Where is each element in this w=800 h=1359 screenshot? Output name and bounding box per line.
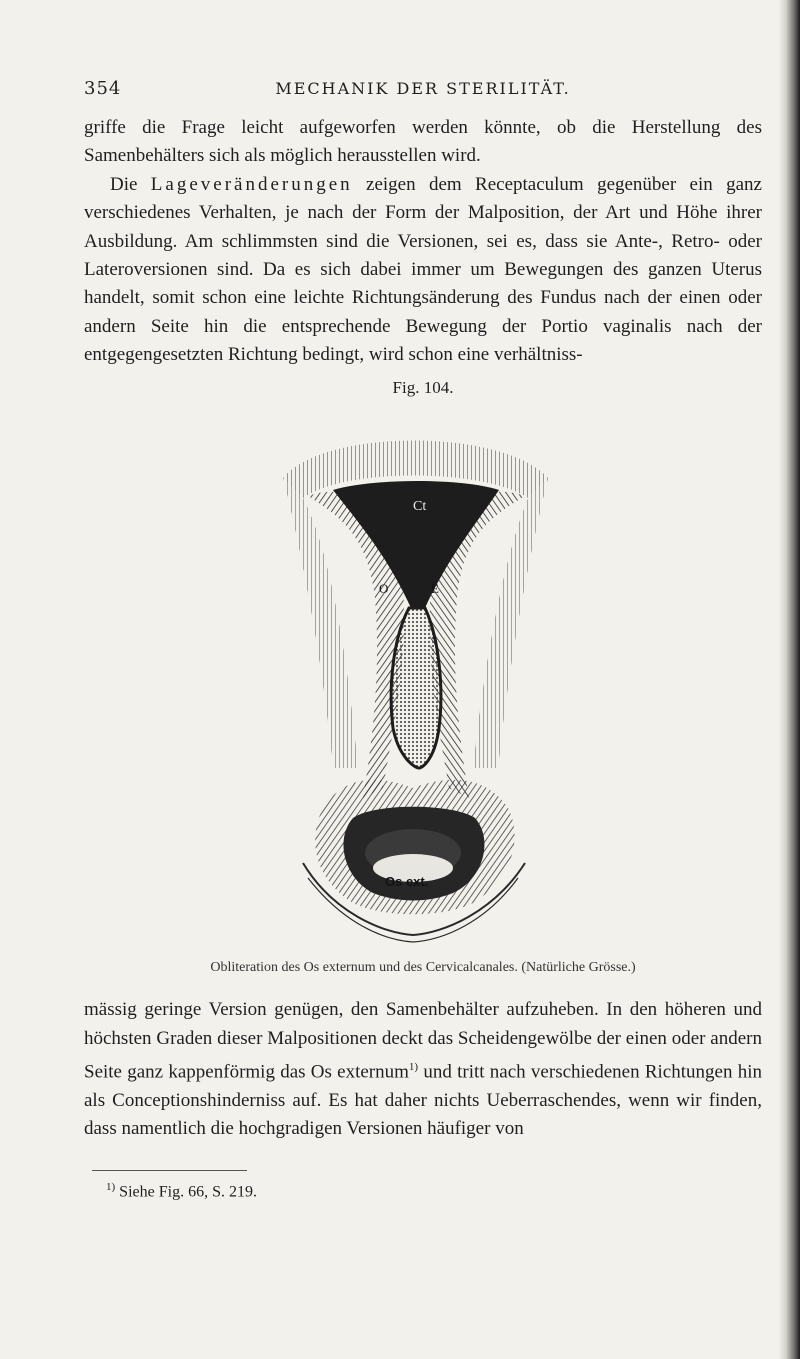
body-text	[84, 114, 762, 1144]
running-title: MECHANIK DER STERILITÄT.	[275, 79, 571, 98]
book-page	[84, 78, 762, 1201]
footnote-text: Siehe Fig. 66, S. 219.	[115, 1183, 257, 1201]
paragraph-version	[84, 996, 762, 1143]
figure-letter-right: E	[431, 581, 439, 597]
paragraph-continuation: griffe die Frage leicht aufgeworfen werden könnte, ob die Herstellung des Samenbehälters sich als möglich herausstellen wird.	[84, 117, 762, 167]
footnote	[106, 1181, 762, 1201]
page-number: 354	[84, 78, 122, 99]
figure-letter-left: O	[379, 581, 389, 597]
figure-letter-top: Ct	[413, 499, 427, 515]
footnote-reference[interactable]: 1)	[408, 1061, 419, 1074]
footnote-rule	[92, 1170, 247, 1171]
spaced-term: Lageveränderungen	[150, 173, 353, 195]
figure-label: Fig. 104.	[392, 377, 454, 397]
paragraph-prefix: Die	[110, 173, 151, 195]
running-head	[84, 78, 762, 108]
paragraph-body: zeigen dem Receptaculum gegenüber ein ganz verschiedenes Verhalten, je nach der Form der Malposition, der Art und Höhe ihrer Ausbildung. Am schlimmsten sind die Versionen, sei es, dass sie Ante-, Retro- oder Lateroversionen sind. Da es sich dabei immer um Bewegungen des ganzen Uterus handelt, somit schon eine leichte Richtungsänderung des Fundus nach der einen oder andern Seite hin die entsprechende Bewegung der Portio vaginalis nach der entgegengesetzten Richtung bedingt, wird schon eine verhältniss-	[84, 173, 762, 366]
paragraph-body-after-note: und tritt nach verschiedenen Richtungen hin als Conceptionshinderniss auf. Es hat daher nichts Ueberraschendes, wenn wir finden, dass namentlich die hochgradigen Versionen häufiger von	[84, 1061, 762, 1140]
footnote-marker: 1)	[106, 1180, 116, 1193]
figure-letter-bottom: Os ext.	[385, 874, 429, 890]
paragraph-body-before-note: mässig geringe Version genügen, den Samenbehälter aufzuheben. In den höheren und höchsten Graden dieser Malpositionen deckt das Scheidengewölbe der einen oder andern Seite ganz kappenförmig das Os externum	[84, 999, 762, 1083]
figure-illustration	[263, 408, 563, 948]
page-edge-shadow	[778, 0, 800, 1359]
paragraph-lageveraenderungen	[84, 171, 762, 370]
figure-caption: Obliteration des Os externum und des Cervicalcanales. (Natürliche Grösse.)	[210, 960, 636, 976]
anatomical-figure	[263, 408, 563, 948]
